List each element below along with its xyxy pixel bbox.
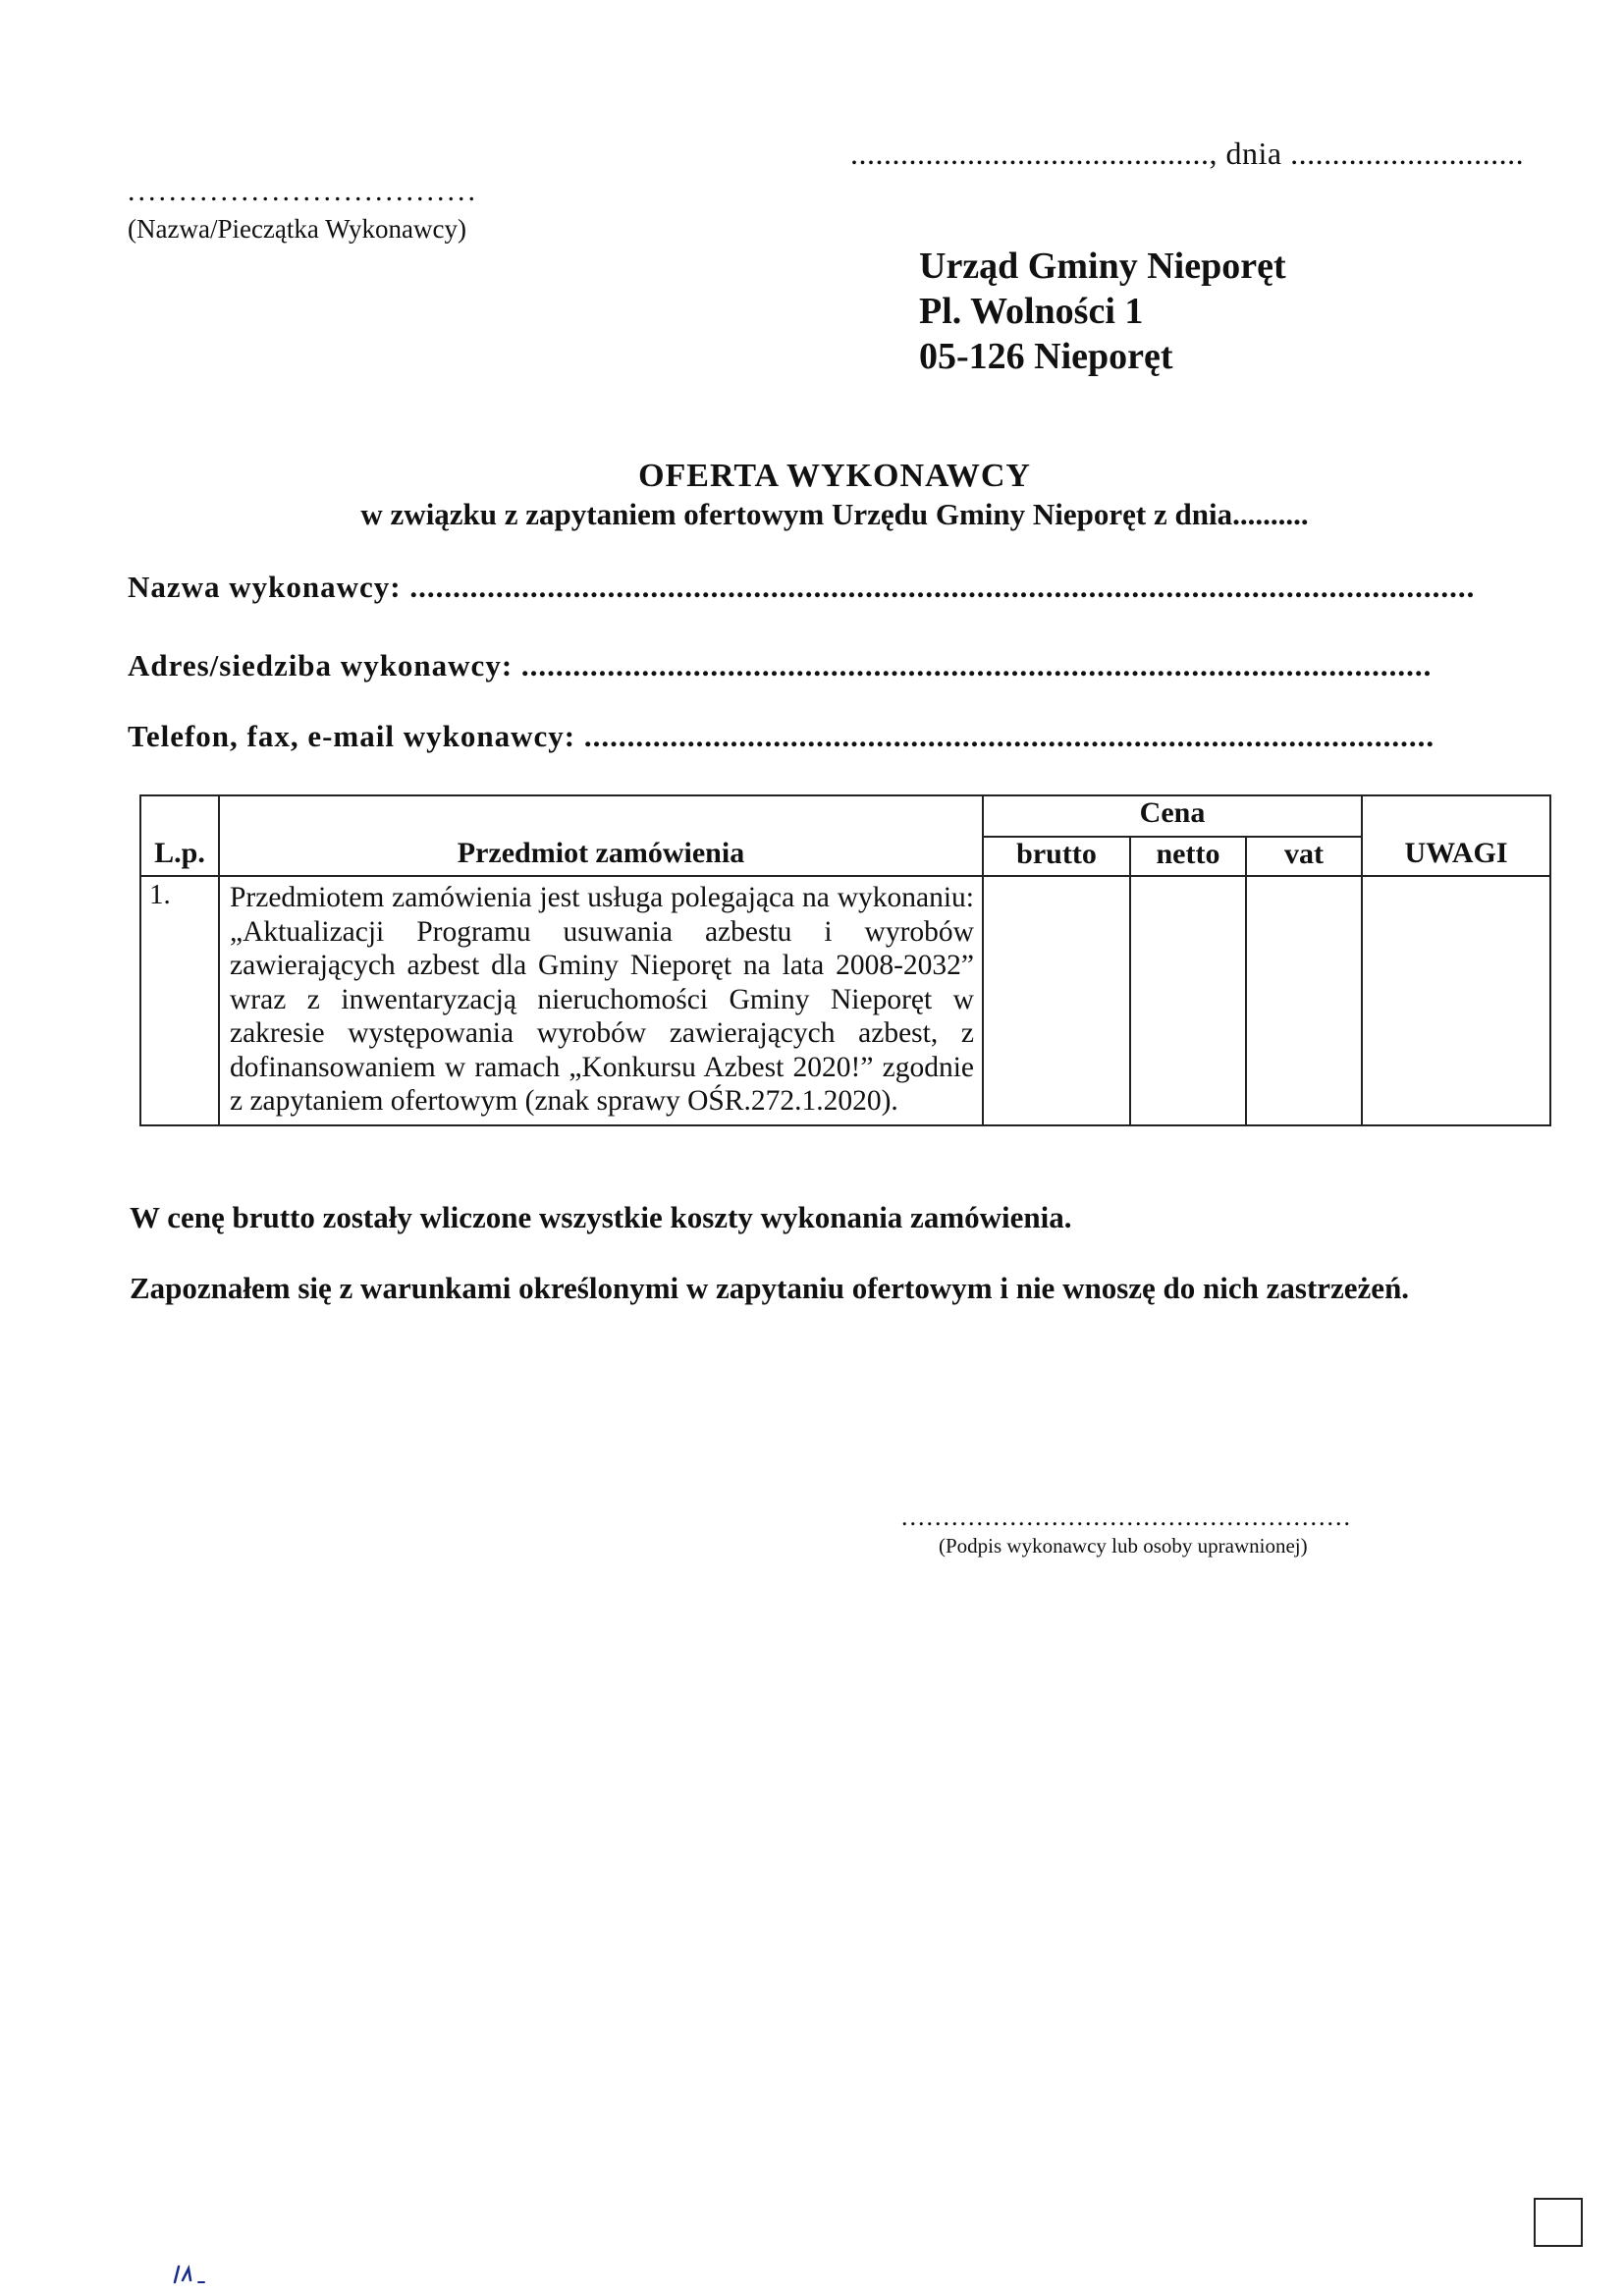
netto-column-header: netto	[1130, 837, 1246, 876]
recipient-street: Pl. Wolności 1	[919, 291, 1144, 332]
price-note: W cenę brutto zostały wliczone wszystkie koszty wykonania zamówienia.	[130, 1200, 1072, 1234]
row-netto-cell[interactable]	[1130, 876, 1246, 1125]
table-row	[140, 876, 1550, 1125]
recipient-postal-city: 05-126 Nieporęt	[919, 336, 1173, 377]
contractor-stamp-label: (Nazwa/Pieczątka Wykonawcy)	[128, 214, 466, 244]
lp-header-top	[140, 795, 219, 837]
document-title: OFERTA WYKONAWCY	[638, 458, 1031, 494]
subject-header-top	[219, 795, 983, 837]
row-lp: 1.	[140, 876, 219, 1125]
corner-checkbox[interactable]	[1534, 2198, 1583, 2247]
brutto-column-header: brutto	[983, 837, 1130, 876]
recipient-name: Urząd Gminy Nieporęt	[919, 246, 1286, 287]
row-subject: Przedmiotem zamówienia jest usługa polegająca na wykonaniu: „Aktualizacji Programu usuwania azbestu i wyrobów zawierających azbest dla Gminy Nieporęt na lata 2008-2032” wraz z inwentaryzacją nieruchomości Gminy Nieporęt w zakresie występowania wyrobów zawierających azbest, z dofinansowaniem w ramach „Konkursu Azbest 2020!” zgodnie z zapytaniem ofertowym (znak sprawy OŚR.272.1.2020).	[219, 876, 983, 1125]
row-remarks-cell[interactable]	[1362, 876, 1550, 1125]
handwritten-mark-icon	[173, 2259, 212, 2288]
subject-column-header: Przedmiot zamówienia	[219, 837, 983, 876]
remarks-column-header: UWAGI	[1362, 837, 1550, 876]
contractor-address-field: Adres/siedziba wykonawcy: ..........................................................................................................	[128, 648, 1433, 683]
signature-dots: ......................................................	[901, 1503, 1352, 1531]
remarks-header-top	[1362, 795, 1550, 837]
document-subtitle: w związku z zapytaniem ofertowym Urzędu Gminy Nieporęt z dnia..........	[360, 497, 1309, 531]
contractor-contact-field: Telefon, fax, e-mail wykonawcy: ...................................................................................................	[128, 719, 1435, 753]
acceptance-note: Zapoznałem się z warunkami określonymi w zapytaniu ofertowym i nie wnoszę do nich zastrzeżeń.	[130, 1271, 1410, 1305]
signature-label: (Podpis wykonawcy lub osoby uprawnionej)	[939, 1534, 1308, 1558]
vat-column-header: vat	[1246, 837, 1362, 876]
recipient-address	[919, 244, 1286, 379]
row-brutto-cell[interactable]	[983, 876, 1130, 1125]
price-group-header: Cena	[983, 795, 1362, 837]
lp-column-header: L.p.	[140, 837, 219, 876]
contractor-name-field: Nazwa wykonawcy: ............................................................................................................................	[128, 570, 1476, 604]
place-date-line: ..........................................., dnia ............................	[850, 136, 1525, 171]
contractor-stamp-dots: ..................................	[128, 175, 478, 207]
row-vat-cell[interactable]	[1246, 876, 1362, 1125]
offer-table	[139, 794, 1551, 1126]
